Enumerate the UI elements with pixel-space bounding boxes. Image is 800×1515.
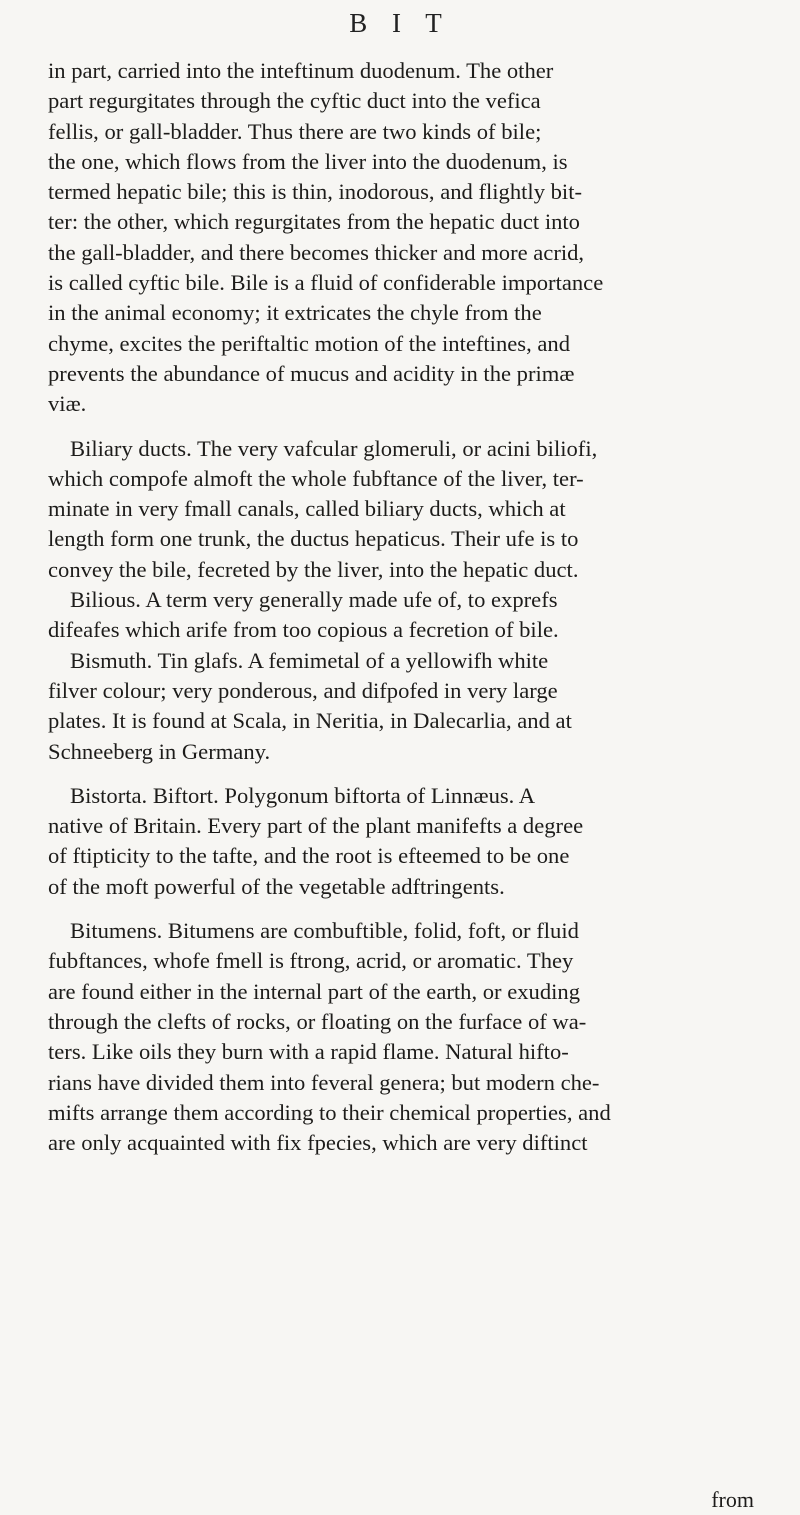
text-line: rians have divided them into feveral genera; but modern che- xyxy=(48,1069,600,1095)
text-line: viæ. xyxy=(48,391,87,417)
text-line: termed hepatic bile; this is thin, inodorous, and flightly bit- xyxy=(48,179,583,205)
text-line: Bitumens. Bitumens are combuftible, folid, foft, or fluid xyxy=(70,918,579,944)
catchword: from xyxy=(711,1487,754,1512)
text-line: through the clefts of rocks, or floating on the furface of wa- xyxy=(48,1008,587,1034)
text-line: mifts arrange them according to their chemical properties, and xyxy=(48,1099,611,1125)
text-line: in part, carried into the inteftinum duodenum. The other xyxy=(48,58,554,83)
page-body xyxy=(48,56,756,1158)
text-line: prevents the abundance of mucus and acidity in the primæ xyxy=(48,360,575,386)
text-line: fubftances, whofe fmell is ftrong, acrid, or aromatic. They xyxy=(48,948,574,974)
text-line: fellis, or gall-bladder. Thus there are two kinds of bile; xyxy=(48,118,542,144)
entry-bile-continued xyxy=(48,56,756,420)
text-line: Biliary ducts. The very vafcular glomeruli, or acini biliofi, xyxy=(70,435,598,461)
text-line: convey the bile, fecreted by the liver, into the hepatic duct. xyxy=(48,556,579,582)
entry-bismuth xyxy=(48,646,756,767)
text-line: part regurgitates through the cyftic duct into the vefica xyxy=(48,88,541,114)
text-line: filver colour; very ponderous, and difpofed in very large xyxy=(48,677,558,703)
text-line: of the moft powerful of the vegetable adftringents. xyxy=(48,873,505,899)
text-line: the gall-bladder, and there becomes thicker and more acrid, xyxy=(48,239,585,265)
text-line: Bistorta. Biftort. Polygonum biftorta of Linnæus. A xyxy=(70,782,536,808)
text-line: native of Britain. Every part of the plant manifefts a degree xyxy=(48,813,584,839)
text-line: are only acquainted with fix fpecies, which are very diftinct xyxy=(48,1130,588,1156)
text-line: ter: the other, which regurgitates from the hepatic duct into xyxy=(48,209,580,235)
text-line: Bilious. A term very generally made ufe of, to exprefs xyxy=(70,587,558,613)
text-line: minate in very fmall canals, called biliary ducts, which at xyxy=(48,496,566,522)
text-line: of ftipticity to the tafte, and the root is efteemed to be one xyxy=(48,843,570,869)
entry-bistorta xyxy=(48,781,756,902)
text-line: the one, which flows from the liver into the duodenum, is xyxy=(48,148,568,174)
text-line: chyme, excites the periftaltic motion of the inteftines, and xyxy=(48,330,570,356)
text-line: which compofe almoft the whole fubftance of the liver, ter- xyxy=(48,465,584,491)
text-line: are found either in the internal part of the earth, or exuding xyxy=(48,978,581,1004)
entry-bitumens xyxy=(48,916,756,1158)
entry-bilious xyxy=(48,585,756,646)
text-line: difeafes which arife from too copious a fecretion of bile. xyxy=(48,617,559,643)
text-line: ters. Like oils they burn with a rapid flame. Natural hifto- xyxy=(48,1039,569,1065)
text-line: length form one trunk, the ductus hepaticus. Their ufe is to xyxy=(48,526,579,552)
text-line: in the animal economy; it extricates the chyle from the xyxy=(48,300,542,326)
entry-biliary-ducts xyxy=(48,434,756,585)
running-head: B I T xyxy=(349,8,451,38)
text-line: is called cyftic bile. Bile is a fluid of confiderable importance xyxy=(48,270,604,296)
text-line: Schneeberg in Germany. xyxy=(48,738,271,764)
text-line: plates. It is found at Scala, in Neritia, in Dalecarlia, and at xyxy=(48,708,572,734)
text-line: Bismuth. Tin glafs. A femimetal of a yellowifh white xyxy=(70,647,549,673)
